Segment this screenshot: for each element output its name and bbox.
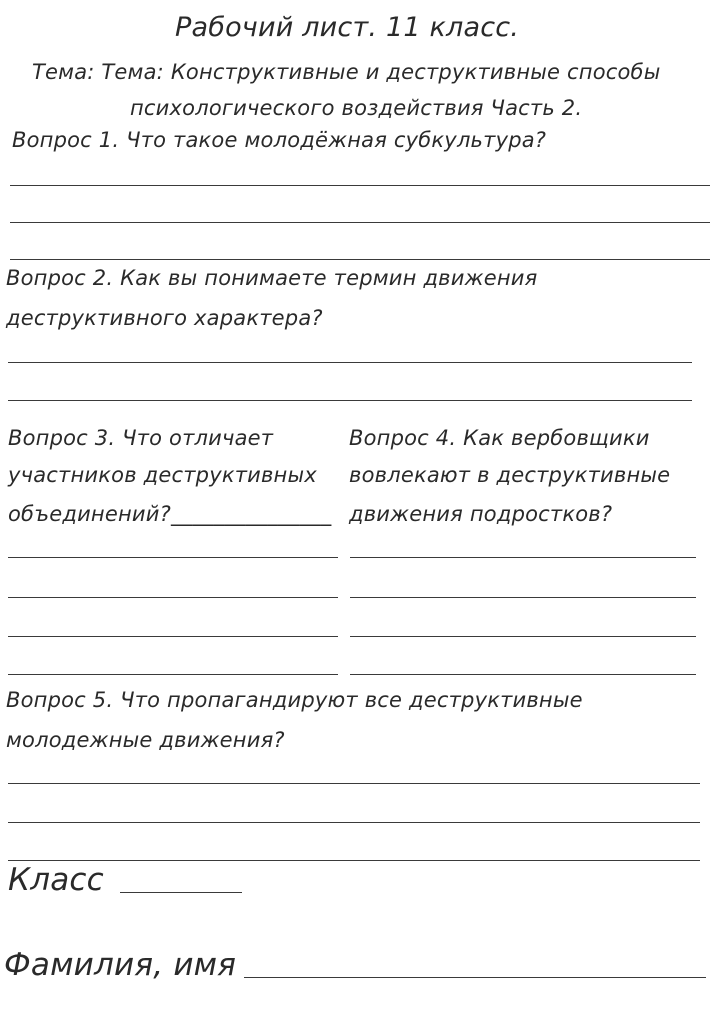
question-4-line-2: вовлекают в деструктивные — [349, 463, 671, 487]
page-title: Рабочий лист. 11 класс. — [175, 12, 520, 43]
question-3-line-2: участников деструктивных — [8, 463, 317, 487]
answer-line-q5-1[interactable] — [8, 783, 700, 784]
answer-line-q4-2[interactable] — [350, 597, 696, 598]
topic-line-2: психологического воздействия Часть 2. — [130, 96, 583, 120]
question-3-line-1: Вопрос 3. Что отличает — [8, 426, 274, 450]
answer-line-q4-1[interactable] — [350, 557, 696, 558]
question-3-line-3: объединений?_______________ — [8, 502, 332, 526]
question-4-line-3: движения подростков? — [349, 502, 613, 526]
question-2-line-2: деструктивного характера? — [6, 306, 323, 330]
answer-line-q2-2[interactable] — [8, 400, 692, 401]
answer-line-q5-3[interactable] — [8, 860, 700, 861]
topic-line-1: Тема: Тема: Конструктивные и деструктивные способы — [32, 60, 661, 84]
question-5-line-2: молодежные движения? — [6, 728, 285, 752]
answer-line-q4-3[interactable] — [350, 636, 696, 637]
question-4-line-1: Вопрос 4. Как вербовщики — [349, 426, 650, 450]
answer-line-q1-3[interactable] — [10, 259, 710, 260]
class-label: Класс — [8, 862, 104, 898]
answer-line-q4-4[interactable] — [350, 674, 696, 675]
name-field-line[interactable] — [244, 977, 706, 978]
answer-line-q1-2[interactable] — [10, 222, 710, 223]
answer-line-q2-1[interactable] — [8, 362, 692, 363]
question-2-line-1: Вопрос 2. Как вы понимаете термин движения — [6, 266, 538, 290]
question-1: Вопрос 1. Что такое молодёжная субкультура? — [12, 128, 547, 152]
answer-line-q1-1[interactable] — [10, 185, 710, 186]
answer-line-q5-2[interactable] — [8, 822, 700, 823]
question-5-line-1: Вопрос 5. Что пропагандируют все деструктивные — [6, 688, 583, 712]
answer-line-q3-1[interactable] — [8, 557, 338, 558]
answer-line-q3-4[interactable] — [8, 674, 338, 675]
name-label: Фамилия, имя — [4, 947, 237, 983]
class-field-line[interactable] — [120, 892, 242, 893]
answer-line-q3-3[interactable] — [8, 636, 338, 637]
answer-line-q3-2[interactable] — [8, 597, 338, 598]
